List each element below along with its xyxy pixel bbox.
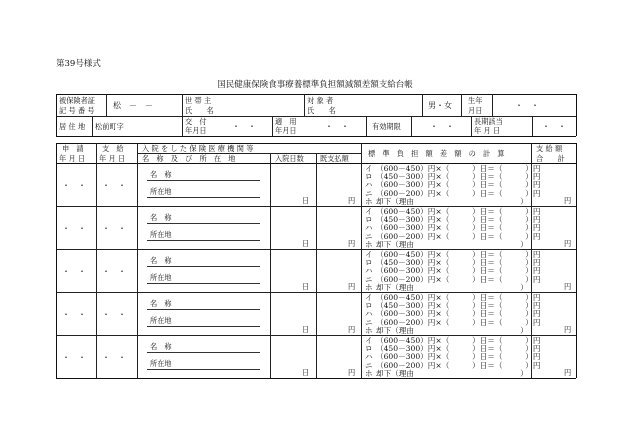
col-total-label: 支 給 額 [536, 144, 563, 153]
calc-formula: （600－300）円×（ ）日＝（ ）円 [376, 223, 541, 233]
calc-formula: （600－200）円×（ ）日＝（ ）円 [376, 317, 541, 327]
days-unit: 日 [302, 239, 310, 248]
calc-formula: （600－450）円×（ ）日＝（ ）円 [376, 164, 541, 173]
calc-formula: （600－450）円×（ ）日＝（ ）円 [376, 293, 541, 302]
col-application-date-label: 年 月 日 [59, 154, 86, 163]
address-label: 居 住 地 [59, 122, 86, 131]
application-date-value: ・ ・ [62, 310, 86, 319]
paid-unit: 円 [348, 239, 356, 248]
institution-location-label: 所在地 [150, 316, 172, 325]
payment-date-value: ・ ・ [102, 181, 126, 190]
calc-mark: ニ [365, 360, 373, 370]
blank-line [147, 283, 260, 284]
long-term-date-value: ・ ・ [542, 122, 566, 131]
institution-location-label: 所在地 [150, 187, 172, 196]
apply-label: 適 用 [275, 117, 297, 126]
days-unit: 日 [302, 196, 310, 205]
calc-formula: （600－200）円×（ ）日＝（ ）円 [376, 274, 541, 284]
blank-line [147, 197, 260, 198]
calc-formula: （600－450）円×（ ）日＝（ ）円 [376, 250, 541, 259]
blank-line [147, 352, 260, 353]
calc-formula: 却下（理由 ） [376, 282, 528, 292]
calc-mark: ハ [365, 223, 373, 233]
form-number: 第39号様式 [56, 59, 101, 69]
col-institution-label: 入 院 を し た 保 険 医 療 機 関 等 [142, 144, 254, 153]
birth-date-value: ・ ・ [515, 101, 539, 110]
page-title: 国民健康保険食事療養標準負担額減額差額支給台帳 [217, 80, 413, 90]
blank-line [147, 309, 260, 310]
col-institution-name-label: 名 称 及 び 所 在 地 [142, 154, 236, 163]
institution-name-label: 名 称 [150, 256, 172, 265]
calc-mark: ニ [365, 188, 373, 198]
birth-date-label: 月日 [468, 106, 483, 115]
calc-formula: 却下（理由 ） [376, 196, 528, 206]
calc-formula: （450－300）円×（ ）日＝（ ）円 [376, 344, 541, 354]
apply-date-value: ・ ・ [325, 122, 349, 131]
calc-mark: ロ [365, 301, 373, 311]
blank-line [147, 326, 260, 327]
calc-formula: （600－450）円×（ ）日＝（ ）円 [376, 207, 541, 216]
institution-name-label: 名 称 [150, 170, 172, 179]
long-term-label: 長期該当 [474, 117, 503, 126]
calc-mark: ロ [365, 258, 373, 268]
issue-date-label: 年月日 [185, 126, 207, 135]
calc-mark: ニ [365, 274, 373, 284]
valid-period-value: ・ ・ [430, 122, 454, 131]
address-value: 松前町字 [95, 122, 124, 131]
calc-formula: （600－200）円×（ ）日＝（ ）円 [376, 231, 541, 241]
calc-mark: ホ [365, 325, 373, 335]
institution-name-label: 名 称 [150, 342, 172, 351]
calc-mark: イ [365, 250, 373, 259]
calc-formula: （600－450）円×（ ）日＝（ ）円 [376, 336, 541, 345]
calc-mark: イ [365, 164, 373, 173]
long-term-date-label: 年 月 日 [474, 126, 501, 135]
payment-date-value: ・ ・ [102, 353, 126, 362]
calc-mark: ホ [365, 282, 373, 292]
payment-date-value: ・ ・ [102, 224, 126, 233]
days-unit: 日 [302, 368, 310, 377]
calc-formula: （450－300）円×（ ）日＝（ ）円 [376, 301, 541, 311]
calc-formula: （450－300）円×（ ）日＝（ ）円 [376, 215, 541, 225]
col-days-label: 入院日数 [275, 154, 304, 163]
calc-mark: ニ [365, 317, 373, 327]
calc-formula: （450－300）円×（ ）日＝（ ）円 [376, 172, 541, 182]
institution-location-label: 所在地 [150, 359, 172, 368]
calc-mark: ホ [365, 196, 373, 206]
col-payment-date-label: 年 月 日 [99, 154, 126, 163]
calc-formula: （600－200）円×（ ）日＝（ ）円 [376, 360, 541, 370]
blank-line [147, 266, 260, 267]
calc-mark: ホ [365, 368, 373, 378]
householder-name-label: 氏 名 [185, 106, 214, 115]
subject-name-label: 氏 名 [307, 106, 336, 115]
col-paid-label: 既支払額 [320, 154, 349, 163]
issue-label: 交 付 [185, 117, 207, 126]
calc-formula: 却下（理由 ） [376, 368, 528, 378]
calc-formula: 却下（理由 ） [376, 325, 528, 335]
calc-formula: 却下（理由 ） [376, 239, 528, 249]
institution-name-label: 名 称 [150, 299, 172, 308]
valid-period-label: 有効期限 [372, 122, 401, 131]
calc-mark: ハ [365, 309, 373, 319]
calc-formula: （600－300）円×（ ）日＝（ ）円 [376, 266, 541, 276]
calc-mark: ハ [365, 180, 373, 190]
application-date-value: ・ ・ [62, 353, 86, 362]
calc-formula: （600－200）円×（ ）日＝（ ）円 [376, 188, 541, 198]
application-date-value: ・ ・ [62, 267, 86, 276]
paid-unit: 円 [348, 282, 356, 291]
calc-mark: ホ [365, 239, 373, 249]
calc-mark: イ [365, 293, 373, 302]
blank-line [147, 369, 260, 370]
payment-date-value: ・ ・ [102, 310, 126, 319]
calc-mark: イ [365, 207, 373, 216]
institution-location-label: 所在地 [150, 273, 172, 282]
calc-mark: イ [365, 336, 373, 345]
days-unit: 日 [302, 325, 310, 334]
payment-date-value: ・ ・ [102, 267, 126, 276]
calc-mark: ハ [365, 352, 373, 362]
col-calc-label: 標 準 負 担 額 差 額 の 計 算 [368, 149, 505, 158]
blank-line [147, 223, 260, 224]
days-unit: 日 [302, 282, 310, 291]
issue-date-value: ・ ・ [232, 122, 256, 131]
blank-line [147, 180, 260, 181]
calc-mark: ロ [365, 344, 373, 354]
col-total-sum-label: 合 計 [536, 154, 565, 163]
paid-unit: 円 [348, 196, 356, 205]
calc-formula: （450－300）円×（ ）日＝（ ）円 [376, 258, 541, 268]
institution-name-label: 名 称 [150, 213, 172, 222]
total-unit: 円 [564, 239, 572, 248]
calc-mark: ロ [365, 172, 373, 182]
calc-mark: ハ [365, 266, 373, 276]
calc-mark: ロ [365, 215, 373, 225]
total-unit: 円 [564, 196, 572, 205]
col-application-label: 申 請 [62, 144, 84, 153]
total-unit: 円 [564, 325, 572, 334]
calc-mark: ニ [365, 231, 373, 241]
insured-card-label: 被保険者証 [59, 96, 95, 105]
paid-unit: 円 [348, 325, 356, 334]
total-unit: 円 [564, 368, 572, 377]
application-date-value: ・ ・ [62, 181, 86, 190]
col-payment-label: 支 給 [102, 144, 124, 153]
birth-label: 生年 [468, 96, 483, 105]
calc-formula: （600－300）円×（ ）日＝（ ）円 [376, 309, 541, 319]
subject-label: 対 象 者 [307, 96, 334, 105]
calc-formula: （600－300）円×（ ）日＝（ ）円 [376, 352, 541, 362]
paid-unit: 円 [348, 368, 356, 377]
gender-value: 男・女 [428, 101, 452, 110]
calc-formula: （600－300）円×（ ）日＝（ ）円 [376, 180, 541, 190]
apply-date-label: 年月日 [275, 126, 297, 135]
total-unit: 円 [564, 282, 572, 291]
householder-label: 世 帯 主 [185, 96, 212, 105]
insured-number-label: 記 号 番 号 [59, 106, 95, 115]
insured-number-value: 松 － － [113, 101, 153, 110]
application-date-value: ・ ・ [62, 224, 86, 233]
blank-line [147, 240, 260, 241]
institution-location-label: 所在地 [150, 230, 172, 239]
